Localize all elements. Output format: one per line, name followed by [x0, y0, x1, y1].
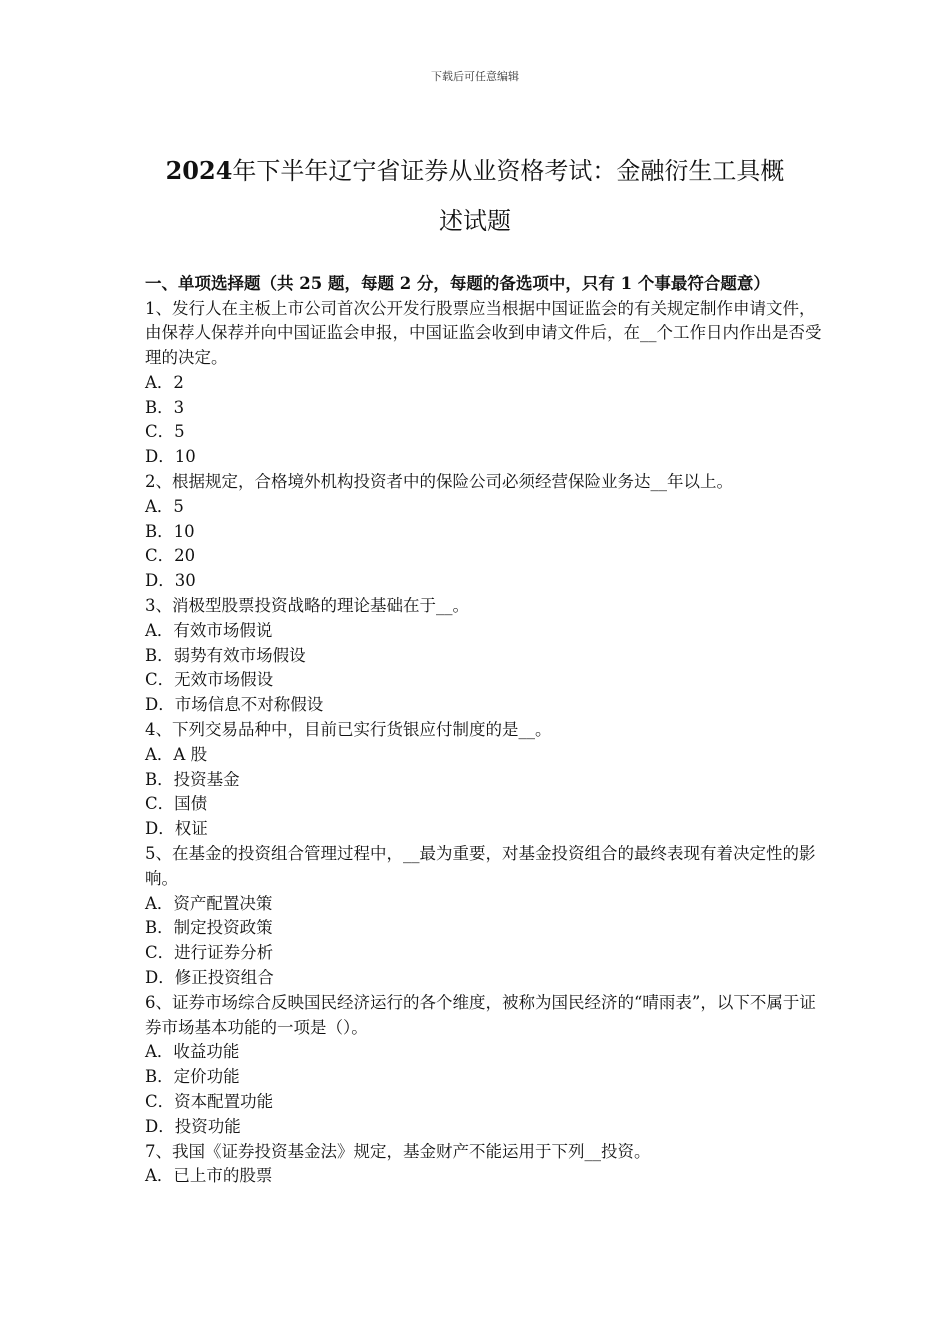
- option-d: D．修正投资组合: [145, 968, 274, 988]
- option-a: A．2: [145, 372, 184, 392]
- question-4: [145, 718, 825, 842]
- question-3: [145, 594, 825, 718]
- question-stem: 5、在基金的投资组合管理过程中，__最为重要，对基金投资组合的最终表现有着决定性的影响。: [145, 844, 816, 888]
- question-stem: 7、我国《证券投资基金法》规定，基金财产不能运用于下列__投资。: [145, 1141, 651, 1161]
- question-stem: 4、下列交易品种中，目前已实行货银应付制度的是__。: [145, 720, 552, 740]
- option-d: D．10: [145, 447, 196, 467]
- option-d: D．30: [145, 571, 196, 591]
- option-b: B．3: [145, 397, 185, 417]
- option-b: B．定价功能: [145, 1067, 240, 1087]
- option-b: B．弱势有效市场假设: [145, 645, 306, 665]
- question-6: [145, 991, 825, 1140]
- question-1: [145, 297, 825, 471]
- title-line-1: [100, 146, 850, 196]
- question-7: [145, 1140, 825, 1190]
- option-c: C．20: [145, 546, 196, 566]
- question-2: [145, 470, 825, 594]
- title-line-2: 述试题: [439, 207, 511, 235]
- question-stem: 3、消极型股票投资战略的理论基础在于__。: [145, 596, 469, 616]
- option-a: A．已上市的股票: [145, 1166, 273, 1186]
- document-title: [100, 146, 850, 246]
- option-a: A．有效市场假说: [145, 620, 273, 640]
- option-c: C．5: [145, 422, 185, 442]
- option-a: A．A 股: [145, 744, 208, 764]
- option-d: D．权证: [145, 819, 208, 839]
- option-b: B．投资基金: [145, 769, 240, 789]
- question-5: [145, 842, 825, 991]
- title-text: 年下半年辽宁省证券从业资格考试：金融衍生工具概: [232, 157, 785, 185]
- option-c: C．进行证券分析: [145, 943, 274, 963]
- option-d: D．市场信息不对称假设: [145, 695, 324, 715]
- option-c: C．国债: [145, 794, 208, 814]
- document-body: [145, 272, 825, 1189]
- title-year: 2024: [165, 156, 233, 185]
- header-note: 下载后可任意编辑: [431, 70, 519, 83]
- option-a: A．资产配置决策: [145, 893, 273, 913]
- option-b: B．10: [145, 521, 195, 541]
- question-stem: 2、根据规定，合格境外机构投资者中的保险公司必须经营保险业务达__年以上。: [145, 472, 733, 492]
- option-a: A．5: [145, 496, 184, 516]
- option-c: C．资本配置功能: [145, 1092, 274, 1111]
- option-d: D．投资功能: [145, 1116, 241, 1136]
- question-stem: 1、发行人在主板上市公司首次公开发行股票应当根据中国证监会的有关规定制作申请文件，由保荐人保荐并向中国证监会申报，中国证监会收到申请文件后，在__个工作日内作出是否受理的决定。: [145, 298, 822, 368]
- question-stem: 6、证券市场综合反映国民经济运行的各个维度，被称为国民经济的“晴雨表”，以下不属于证券市场基本功能的一项是（）。: [145, 992, 816, 1037]
- option-c: C．无效市场假设: [145, 670, 274, 690]
- option-a: A．收益功能: [145, 1042, 240, 1062]
- section-heading: 一、单项选择题（共 25 题，每题 2 分，每题的备选项中，只有 1 个事最符合题意）: [145, 274, 770, 293]
- option-b: B．制定投资政策: [145, 918, 273, 938]
